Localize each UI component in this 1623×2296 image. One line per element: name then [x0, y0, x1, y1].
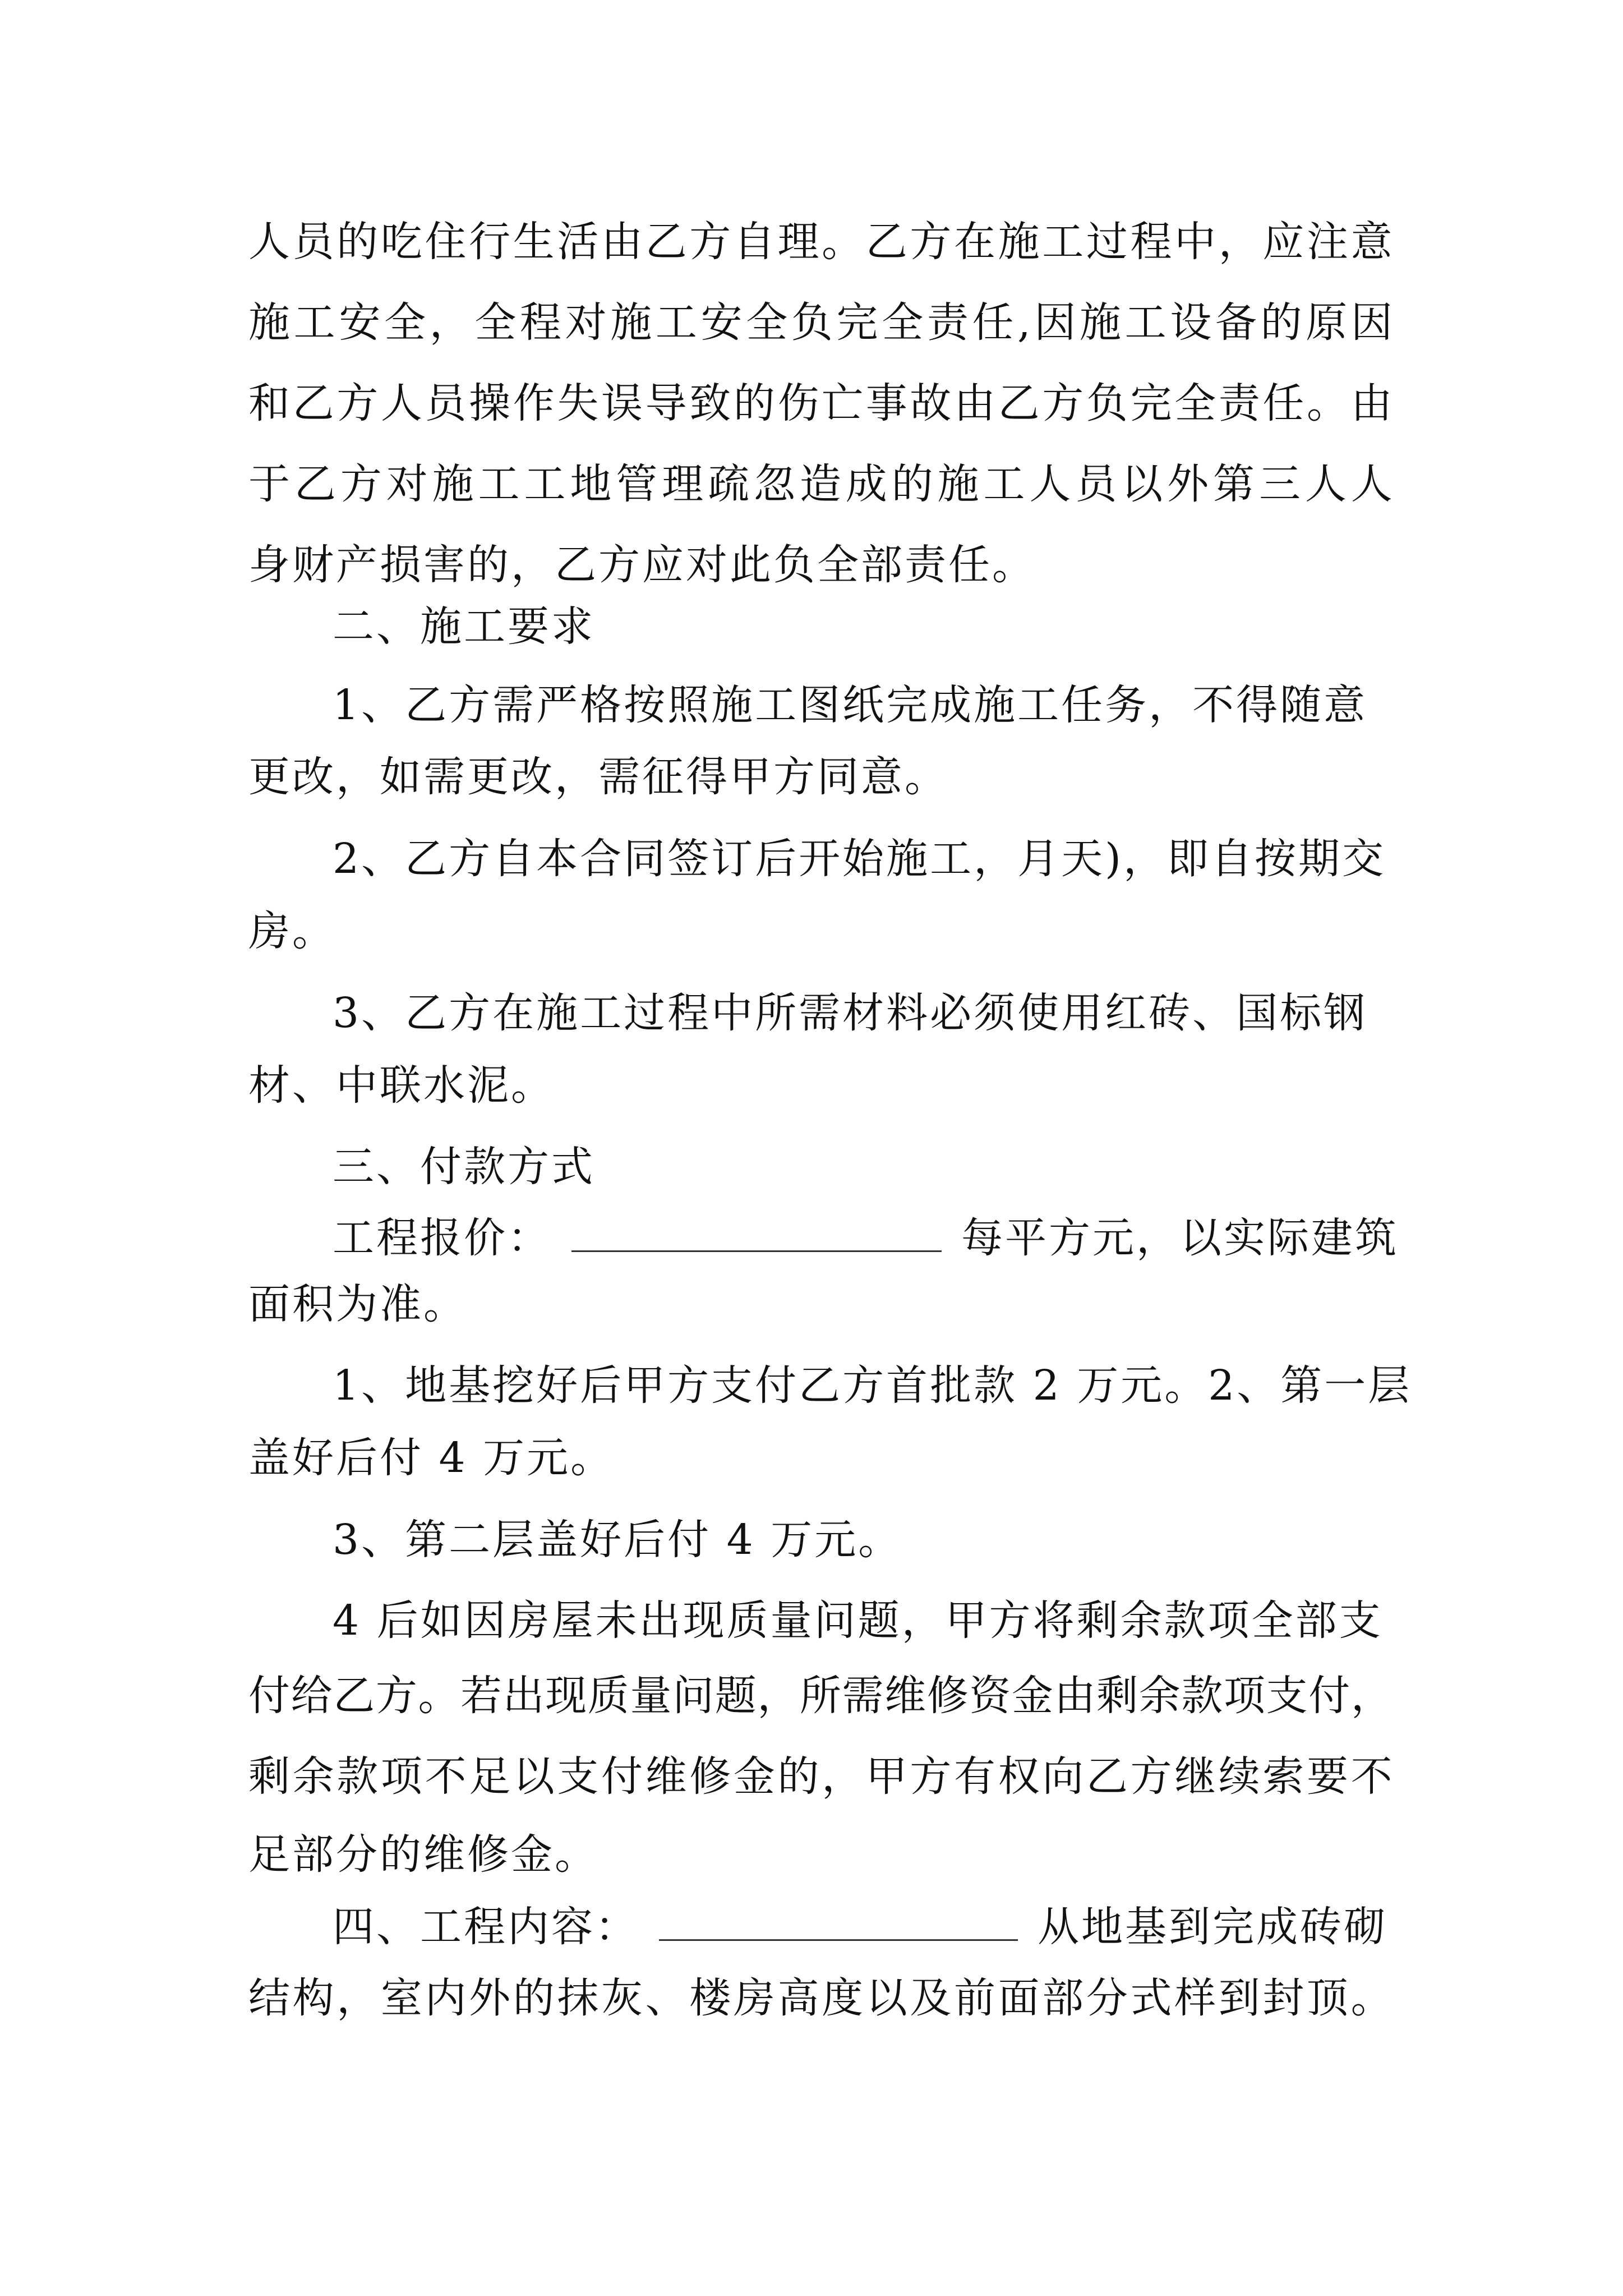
glyph: 施 — [610, 298, 652, 347]
glyph: 要 — [1307, 1752, 1348, 1801]
glyph: 住 — [425, 218, 467, 266]
glyph: 由 — [1054, 1672, 1096, 1720]
glyph: 有 — [954, 1752, 995, 1801]
glyph: 地 — [570, 460, 612, 508]
glyph: 付 — [601, 1752, 643, 1801]
line-text: 从地基到完成砖砌 — [1038, 1903, 1388, 1951]
glyph: 造 — [799, 460, 841, 508]
glyph: 维 — [645, 1752, 687, 1801]
glyph: 足 — [469, 1752, 511, 1801]
glyph: 前 — [954, 1974, 995, 2022]
glyph: 修 — [926, 1672, 969, 1720]
glyph: 维 — [884, 1672, 926, 1720]
glyph: 施 — [248, 298, 290, 347]
glyph: 付 — [248, 1672, 290, 1720]
glyph: 全 — [882, 298, 924, 347]
paragraph-line — [248, 1964, 1393, 2032]
glyph: 分 — [1086, 1974, 1128, 2022]
line-text: 材、中联水泥。 — [248, 1061, 555, 1110]
glyph: 负 — [1086, 379, 1128, 427]
glyph: ， — [336, 1974, 379, 2022]
glyph: 乙 — [294, 460, 336, 508]
paragraph-line — [248, 531, 1393, 599]
paragraph-line — [248, 1204, 1477, 1272]
glyph: 若 — [460, 1672, 502, 1720]
glyph: 误 — [601, 379, 643, 427]
glyph: 封 — [1262, 1974, 1304, 2022]
glyph: 室 — [380, 1974, 422, 2022]
line-text: 1、地基挖好后甲方支付乙方首批款 2 万元。2、第一层 — [333, 1361, 1412, 1410]
glyph: 应 — [1262, 218, 1304, 266]
paragraph-line — [248, 1506, 1477, 1573]
glyph: 方 — [910, 1752, 952, 1801]
glyph: 因 — [1034, 298, 1076, 347]
glyph: 生 — [513, 218, 555, 266]
glyph: 活 — [557, 218, 599, 266]
glyph: 施 — [937, 460, 979, 508]
glyph: 及 — [910, 1974, 952, 2022]
section-heading — [248, 1133, 1477, 1200]
glyph: 以 — [513, 1752, 555, 1801]
glyph: 员 — [1075, 460, 1117, 508]
heading-text: 三、付款方式 — [333, 1143, 595, 1191]
glyph: 支 — [1266, 1672, 1308, 1720]
paragraph-line — [248, 671, 1477, 739]
glyph: 工 — [983, 460, 1025, 508]
glyph: ， — [1350, 1672, 1393, 1720]
glyph: 项 — [1224, 1672, 1266, 1720]
glyph: 成 — [845, 460, 887, 508]
glyph: 责 — [926, 298, 969, 347]
glyph: 续 — [1218, 1752, 1260, 1801]
glyph: 作 — [513, 379, 555, 427]
glyph: 由 — [954, 379, 995, 427]
glyph: 工 — [1124, 298, 1166, 347]
glyph: 自 — [733, 218, 775, 266]
glyph: 乙 — [865, 218, 907, 266]
glyph: 的 — [733, 379, 775, 427]
line-text: 足部分的维修金。 — [248, 1830, 598, 1879]
glyph: 人 — [380, 379, 422, 427]
glyph: 乙 — [998, 379, 1040, 427]
glyph: 以 — [1121, 460, 1163, 508]
glyph: 所 — [799, 1672, 841, 1720]
glyph: 方 — [1042, 379, 1084, 427]
glyph: ， — [822, 1752, 864, 1801]
glyph: ， — [1218, 218, 1260, 266]
glyph: 由 — [1350, 379, 1393, 427]
paragraph-line — [248, 1052, 1393, 1119]
paragraph-line — [248, 1893, 1477, 1961]
glyph: 方 — [689, 218, 731, 266]
glyph: 完 — [1130, 379, 1172, 427]
glyph: 由 — [601, 218, 643, 266]
glyph: 不 — [425, 1752, 467, 1801]
glyph: 安 — [339, 298, 381, 347]
glyph: 伤 — [777, 379, 819, 427]
glyph: 导 — [645, 379, 687, 427]
glyph: 甲 — [865, 1752, 907, 1801]
paragraph-line — [248, 1821, 1393, 1888]
glyph: 以 — [865, 1974, 907, 2022]
paragraph-line — [248, 1743, 1393, 1810]
glyph: 负 — [791, 298, 833, 347]
content-blank — [659, 1898, 1018, 1941]
glyph: 金 — [733, 1752, 775, 1801]
glyph: 忽 — [753, 460, 795, 508]
glyph: 灰 — [601, 1974, 643, 2022]
glyph: 的 — [513, 1974, 555, 2022]
glyph: 施 — [1080, 298, 1121, 347]
glyph: 。 — [822, 218, 864, 266]
glyph: 于 — [248, 460, 290, 508]
glyph: 权 — [998, 1752, 1040, 1801]
paragraph-line — [248, 289, 1393, 356]
glyph: 内 — [425, 1974, 467, 2022]
glyph: 和 — [248, 379, 290, 427]
glyph: 中 — [1174, 218, 1216, 266]
glyph: 设 — [1170, 298, 1212, 347]
glyph: 度 — [822, 1974, 864, 2022]
glyph: 失 — [557, 379, 599, 427]
price-blank — [571, 1209, 942, 1252]
glyph: 注 — [1307, 218, 1348, 266]
glyph: 管 — [616, 460, 658, 508]
glyph: 任 — [972, 298, 1014, 347]
glyph: 乙 — [1086, 1752, 1128, 1801]
glyph: 的 — [777, 1752, 819, 1801]
glyph: 。 — [1307, 379, 1348, 427]
glyph: 人 — [1304, 460, 1347, 508]
glyph: 操 — [469, 379, 511, 427]
glyph: 全 — [384, 298, 426, 347]
line-text: 每平方元，以实际建筑 — [961, 1214, 1399, 1262]
glyph: 三 — [1258, 460, 1301, 508]
glyph: 房 — [733, 1974, 775, 2022]
glyph: 部 — [1042, 1974, 1084, 2022]
paragraph-line — [248, 1587, 1477, 1654]
glyph: 因 — [1350, 298, 1393, 347]
glyph: 楼 — [689, 1974, 731, 2022]
glyph: 方 — [375, 1672, 417, 1720]
heading-text: 二、施工要求 — [333, 602, 595, 651]
glyph: 工 — [655, 298, 697, 347]
glyph: 在 — [954, 218, 995, 266]
glyph: 、 — [645, 1974, 687, 2022]
glyph: 乙 — [645, 218, 687, 266]
glyph: 工 — [478, 460, 520, 508]
section-heading — [248, 593, 1477, 660]
glyph: 继 — [1174, 1752, 1216, 1801]
paragraph-line — [248, 1662, 1393, 1729]
glyph: 的 — [336, 218, 379, 266]
glyph: 需 — [842, 1672, 884, 1720]
glyph: 致 — [689, 379, 731, 427]
glyph: 全 — [746, 298, 788, 347]
glyph: 对 — [386, 460, 428, 508]
glyph: 责 — [1218, 379, 1260, 427]
glyph: 备 — [1215, 298, 1257, 347]
paragraph-line — [248, 979, 1477, 1047]
glyph: 事 — [865, 379, 907, 427]
glyph: 出 — [502, 1672, 545, 1720]
glyph: 亡 — [822, 379, 864, 427]
glyph: 资 — [969, 1672, 1011, 1720]
glyph: 剩 — [248, 1752, 290, 1801]
glyph: 方 — [1130, 1752, 1172, 1801]
glyph: 施 — [998, 218, 1040, 266]
paragraph-line — [248, 208, 1393, 275]
glyph: 乙 — [292, 379, 334, 427]
line-text: 更改，如需更改，需征得甲方同意。 — [248, 753, 948, 801]
glyph: 员 — [292, 218, 334, 266]
glyph: 现 — [545, 1672, 587, 1720]
glyph: 任 — [1262, 379, 1304, 427]
paragraph-line — [248, 743, 1393, 811]
glyph: 方 — [340, 460, 382, 508]
line-text: 四、工程内容： — [333, 1903, 639, 1951]
line-text: 1、乙方需严格按照施工图纸完成施工任务，不得随意 — [333, 681, 1368, 729]
glyph: 。 — [1350, 1974, 1393, 2022]
line-text: 4 后如因房屋未出现质量问题，甲方将剩余款项全部支 — [333, 1596, 1383, 1645]
glyph: 员 — [425, 379, 467, 427]
glyph: 外 — [469, 1974, 511, 2022]
glyph: 抹 — [557, 1974, 599, 2022]
glyph: 。 — [418, 1672, 460, 1720]
line-text: 工程报价： — [333, 1214, 551, 1262]
glyph: 剩 — [1096, 1672, 1138, 1720]
glyph: 构 — [292, 1974, 334, 2022]
glyph: 余 — [292, 1752, 334, 1801]
glyph: 工 — [1042, 218, 1084, 266]
glyph: 向 — [1042, 1752, 1084, 1801]
paragraph-line — [248, 1271, 1393, 1338]
glyph: 质 — [587, 1672, 629, 1720]
glyph: 给 — [291, 1672, 333, 1720]
glyph: 故 — [910, 379, 952, 427]
glyph: 程 — [519, 298, 561, 347]
glyph: 程 — [1130, 218, 1172, 266]
line-text: 房。 — [248, 907, 336, 955]
paragraph-line — [248, 898, 1393, 965]
glyph: 理 — [662, 460, 704, 508]
glyph: 外 — [1167, 460, 1209, 508]
paragraph-line — [248, 450, 1393, 518]
paragraph-line — [248, 1352, 1477, 1419]
glyph: 人 — [1350, 460, 1393, 508]
glyph: 对 — [565, 298, 607, 347]
glyph: 的 — [891, 460, 933, 508]
glyph: 问 — [672, 1672, 714, 1720]
glyph: 的 — [1260, 298, 1302, 347]
glyph: 方 — [336, 379, 379, 427]
glyph: 工 — [524, 460, 566, 508]
glyph: 方 — [910, 218, 952, 266]
glyph: 项 — [380, 1752, 422, 1801]
line-text: 3、第二层盖好后付 4 万元。 — [333, 1516, 902, 1564]
glyph: 题 — [714, 1672, 757, 1720]
glyph: 理 — [777, 218, 819, 266]
glyph: 量 — [630, 1672, 672, 1720]
glyph: 意 — [1350, 218, 1393, 266]
glyph: 高 — [777, 1974, 819, 2022]
paragraph-line — [248, 370, 1393, 437]
glyph: 不 — [1350, 1752, 1393, 1801]
paragraph-line — [248, 825, 1477, 892]
glyph: 式 — [1130, 1974, 1172, 2022]
paragraph-line — [248, 1424, 1393, 1492]
glyph: 余 — [1138, 1672, 1181, 1720]
glyph: 全 — [474, 298, 517, 347]
line-text: 3、乙方在施工过程中所需材料必须使用红砖、国标钢 — [333, 989, 1368, 1037]
glyph: 全 — [1174, 379, 1216, 427]
glyph: , — [1017, 298, 1031, 347]
glyph: 安 — [700, 298, 743, 347]
glyph: 结 — [248, 1974, 290, 2022]
line-text: 面积为准。 — [248, 1280, 467, 1328]
glyph: 疏 — [708, 460, 750, 508]
line-text: 身财产损害的，乙方应对此负全部责任。 — [248, 541, 1036, 589]
glyph: 到 — [1218, 1974, 1260, 2022]
glyph: 样 — [1174, 1974, 1216, 2022]
glyph: 款 — [336, 1752, 379, 1801]
glyph: 顶 — [1307, 1974, 1348, 2022]
glyph: 施 — [432, 460, 474, 508]
glyph: 过 — [1086, 218, 1128, 266]
glyph: 乙 — [333, 1672, 375, 1720]
glyph: 付 — [1308, 1672, 1350, 1720]
glyph: 原 — [1306, 298, 1348, 347]
glyph: ， — [757, 1672, 799, 1720]
glyph: ， — [429, 298, 471, 347]
glyph: 行 — [469, 218, 511, 266]
glyph: 款 — [1181, 1672, 1223, 1720]
glyph: 吃 — [380, 218, 422, 266]
line-text: 盖好后付 4 万元。 — [248, 1434, 615, 1482]
glyph: 完 — [836, 298, 878, 347]
glyph: 人 — [1029, 460, 1071, 508]
glyph: 第 — [1213, 460, 1255, 508]
glyph: 支 — [557, 1752, 599, 1801]
glyph: 人 — [248, 218, 290, 266]
glyph: 面 — [998, 1974, 1040, 2022]
glyph: 金 — [1011, 1672, 1053, 1720]
glyph: 修 — [689, 1752, 731, 1801]
glyph: 工 — [293, 298, 335, 347]
glyph: 索 — [1262, 1752, 1304, 1801]
line-text: 2、乙方自本合同签订后开始施工，月天)，即自按期交 — [333, 835, 1386, 883]
